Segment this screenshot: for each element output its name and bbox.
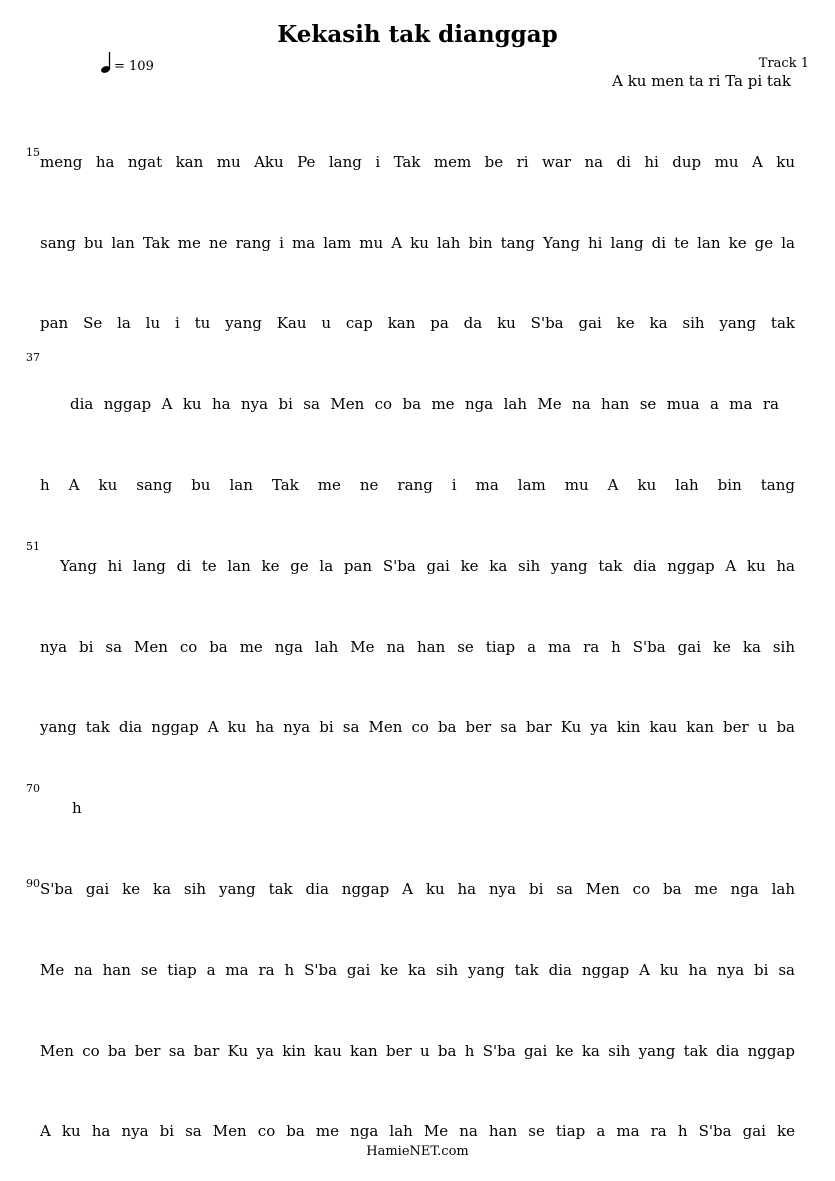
tempo-value: = 109 <box>114 59 154 74</box>
page-title: Kekasih tak dianggap <box>277 21 558 48</box>
lyric-line: sang bu lan Tak me ne rang i ma lam mu A ku lah bin tang Yang hi lang di te lan ke ge la <box>40 234 795 252</box>
track-label: Track 1 <box>758 56 809 71</box>
lyric-line: nya bi sa Men co ba me nga lah Me na han se tiap a ma ra h S'ba gai ke ka sih <box>40 638 795 656</box>
measure-number: 51 <box>26 540 40 553</box>
lyric-line: Yang hi lang di te lan ke ge la pan S'ba gai ke ka sih yang tak dia nggap A ku ha <box>60 557 795 575</box>
lyric-line: h A ku sang bu lan Tak me ne rang i ma lam mu A ku lah bin tang <box>40 476 795 494</box>
measure-number: 37 <box>26 351 40 364</box>
lyric-line: dia nggap A ku ha nya bi sa Men co ba me nga lah Me na han se mua a ma ra <box>70 395 779 413</box>
lyric-line: S'ba gai ke ka sih yang tak dia nggap A ku ha nya bi sa Men co ba me nga lah <box>40 880 795 898</box>
lyric-line: pan Se la lu i tu yang Kau u cap kan pa da ku S'ba gai ke ka sih yang tak <box>40 314 795 332</box>
measure-number: 70 <box>26 782 40 795</box>
quarter-note-icon <box>100 52 112 74</box>
lyric-line: A ku men ta ri Ta pi tak <box>612 72 791 90</box>
measure-number: 90 <box>26 877 40 890</box>
lyric-line: Men co ba ber sa bar Ku ya kin kau kan ber u ba h S'ba gai ke ka sih yang tak dia nggap <box>40 1042 795 1060</box>
lyric-line: yang tak dia nggap A ku ha nya bi sa Men co ba ber sa bar Ku ya kin kau kan ber u ba <box>40 718 795 736</box>
measure-number: 15 <box>26 146 40 159</box>
lyric-line: Me na han se tiap a ma ra h S'ba gai ke ka sih yang tak dia nggap A ku ha nya bi sa <box>40 961 795 979</box>
lyric-line: meng ha ngat kan mu Aku Pe lang i Tak mem be ri war na di hi dup mu A ku <box>40 153 795 171</box>
tempo-marking <box>100 52 154 74</box>
footer-credit: HamieNET.com <box>366 1144 469 1159</box>
lyric-line: A ku ha nya bi sa Men co ba me nga lah Me na han se tiap a ma ra h S'ba gai ke <box>40 1122 795 1140</box>
lyric-line: h <box>72 799 82 817</box>
